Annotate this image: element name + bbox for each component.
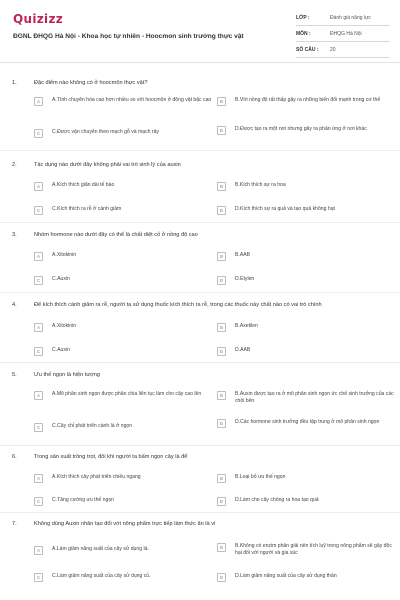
option-text: A.Kích thích giãn dài tế bào	[52, 182, 115, 188]
meta-label: SỐ CÂU :	[296, 46, 319, 53]
meta-label: LỚP :	[296, 14, 310, 21]
option-text: D.Được tạo ra một nơi nhưng gây ra phản ứng ở nơi khác	[235, 126, 367, 132]
option-d[interactable]	[217, 497, 397, 506]
option-text: A.Xitokinin	[52, 252, 77, 258]
option-letter-box: D	[217, 419, 226, 428]
option-letter-box: A	[34, 474, 43, 483]
option-c[interactable]	[34, 423, 214, 432]
option-letter-box: D	[217, 573, 226, 582]
option-d[interactable]	[217, 206, 397, 215]
option-letter-box: B	[217, 543, 226, 552]
option-c[interactable]	[34, 573, 214, 582]
option-letter-box: A	[34, 546, 43, 555]
option-letter-box: B	[217, 474, 226, 483]
meta-row-subject	[296, 26, 390, 42]
meta-value: ĐHQG Hà Nội	[330, 30, 362, 37]
meta-row-class	[296, 10, 390, 26]
question-number: 7.	[12, 521, 17, 527]
option-text: C.Auxin	[52, 347, 70, 353]
question-separator	[0, 445, 400, 446]
option-letter-box: C	[34, 423, 43, 432]
question-text: Tác dụng nào dưới đây không phải vai trò sinh lý của auxin	[34, 162, 181, 168]
option-text: C.Được vận chuyển theo mạch gỗ và mạch rây	[52, 129, 159, 135]
option-b[interactable]	[217, 97, 397, 106]
option-text: B.Loại bỏ ưu thế ngọn	[235, 474, 286, 480]
header-divider	[0, 62, 400, 63]
meta-label: MÔN :	[296, 30, 311, 37]
option-a[interactable]	[34, 546, 214, 555]
option-text: D.Kích thích sự ra quả và tạo quả không hạt	[235, 206, 335, 212]
question-text: Không dùng Auxin nhân tạo đối với nông phẩm trực tiếp làm thức ăn là vì	[34, 521, 216, 527]
option-b[interactable]	[217, 391, 397, 405]
question-text: Để kích thích cành giâm ra rễ, người ta sử dụng thuốc kích thích ra rễ, trong các thuốc này chất nào có vai trò chính	[34, 302, 322, 308]
option-text: D.AAB	[235, 347, 251, 353]
option-letter-box: D	[217, 126, 226, 135]
option-letter-box: A	[34, 97, 43, 106]
question-separator	[0, 292, 400, 293]
option-text: A.Tính chuyên hóa cao hơn nhiều so với hoocmôn ở động vật bậc cao	[52, 97, 212, 103]
option-letter-box: C	[34, 573, 43, 582]
question-number: 5.	[12, 372, 17, 378]
option-letter-box: B	[217, 252, 226, 261]
option-text: B.Với nồng độ rất thấp gây ra những biến đổi mạnh trong cơ thể	[235, 97, 381, 103]
option-d[interactable]	[217, 347, 397, 356]
option-letter-box: A	[34, 323, 43, 332]
option-text: C.Auxin	[52, 276, 70, 282]
meta-value: Đánh giá năng lực	[330, 14, 371, 21]
option-letter-box: C	[34, 497, 43, 506]
option-letter-box: D	[217, 206, 226, 215]
option-letter-box: B	[217, 323, 226, 332]
option-text: D.Làm cho cây chóng ra hoa tạo quả	[235, 497, 319, 503]
option-letter-box: C	[34, 206, 43, 215]
option-letter-box: D	[217, 347, 226, 356]
question-separator	[0, 512, 400, 513]
meta-row-count	[296, 42, 390, 58]
question-text: Nhóm hormone nào dưới đây có thể là chất diệt cỏ ở nồng độ cao	[34, 232, 198, 238]
option-a[interactable]	[34, 97, 214, 106]
option-text: C.Tăng cường ưu thế ngọn	[52, 497, 114, 503]
option-letter-box: A	[34, 182, 43, 191]
option-text: B.AAB	[235, 252, 251, 258]
option-a[interactable]	[34, 391, 214, 400]
option-text: D.Etylen	[235, 276, 255, 282]
option-b[interactable]	[217, 182, 397, 191]
option-text: B.Axetilen	[235, 323, 258, 329]
option-c[interactable]	[34, 347, 214, 356]
option-text: B.Auxin được tạo ra ở mô phân sinh ngọn ức chế sinh trưởng của các chồi bên	[235, 391, 394, 404]
question-text: Ưu thế ngọn là hiện tượng	[34, 372, 100, 378]
meta-value: 20	[330, 46, 336, 53]
option-text: D.Các hormone sinh trưởng đều tập trung ở mô phân sinh ngọn	[235, 419, 380, 425]
option-letter-box: B	[217, 391, 226, 400]
option-c[interactable]	[34, 497, 214, 506]
option-letter-box: B	[217, 182, 226, 191]
option-a[interactable]	[34, 474, 214, 483]
option-d[interactable]	[217, 573, 397, 582]
option-text: A.Kích thích cây phát triển chiều ngang	[52, 474, 141, 480]
question-number: 1.	[12, 80, 17, 86]
option-letter-box: A	[34, 252, 43, 261]
option-text: A.Làm giảm năng suất của cây sử dụng lá.	[52, 546, 149, 552]
option-c[interactable]	[34, 206, 214, 215]
meta-table	[296, 10, 390, 58]
question-separator	[0, 150, 400, 151]
option-c[interactable]	[34, 129, 214, 138]
question-text: Trong sản xuất trồng trọt, đôi khi người ta bấm ngọn cây là để	[34, 454, 188, 460]
option-b[interactable]	[217, 474, 397, 483]
option-letter-box: A	[34, 391, 43, 400]
option-a[interactable]	[34, 323, 214, 332]
option-letter-box: C	[34, 347, 43, 356]
option-text: B.Kích thích sự ra hoa	[235, 182, 286, 188]
question-separator	[0, 222, 400, 223]
option-text: A.Xitokinin	[52, 323, 77, 329]
question-number: 2.	[12, 162, 17, 168]
question-number: 6.	[12, 454, 17, 460]
option-d[interactable]	[217, 126, 397, 135]
question-separator	[0, 362, 400, 363]
option-d[interactable]	[217, 276, 397, 285]
option-text: B.Không có enzim phân giải nên tích luỹ trong nông phẩm sẽ gây độc hại đối với người và gia súc	[235, 543, 392, 556]
option-text: C.Cây chỉ phát triển cành lá ở ngọn	[52, 423, 133, 429]
worksheet-title: ĐGNL ĐHQG Hà Nội - Khoa học tự nhiên - Hoocmon sinh trưởng thực vật	[13, 33, 244, 40]
option-b[interactable]	[217, 323, 397, 332]
question-number: 4.	[12, 302, 17, 308]
quizizz-logo: Quizizz	[13, 12, 64, 26]
option-text: A.Mô phân sinh ngọn được phân chia liên tục làm cho cây cao lên	[52, 391, 202, 397]
option-a[interactable]	[34, 182, 214, 191]
option-text: D.Làm giảm năng suất của cây sử dụng thân	[235, 573, 337, 579]
question-text: Đặc điểm nào không có ở hoocmôn thực vật?	[34, 80, 148, 86]
question-number: 3.	[12, 232, 17, 238]
option-letter-box: B	[217, 97, 226, 106]
option-b[interactable]	[217, 543, 397, 557]
option-letter-box: D	[217, 276, 226, 285]
option-letter-box: C	[34, 276, 43, 285]
option-text: C.Làm giảm năng suất của cây sử dụng củ.	[52, 573, 151, 579]
option-d[interactable]	[217, 419, 397, 428]
option-a[interactable]	[34, 252, 214, 261]
option-letter-box: C	[34, 129, 43, 138]
option-text: C.Kích thích ra rễ ở cành giâm	[52, 206, 122, 212]
option-b[interactable]	[217, 252, 397, 261]
option-c[interactable]	[34, 276, 214, 285]
option-letter-box: D	[217, 497, 226, 506]
